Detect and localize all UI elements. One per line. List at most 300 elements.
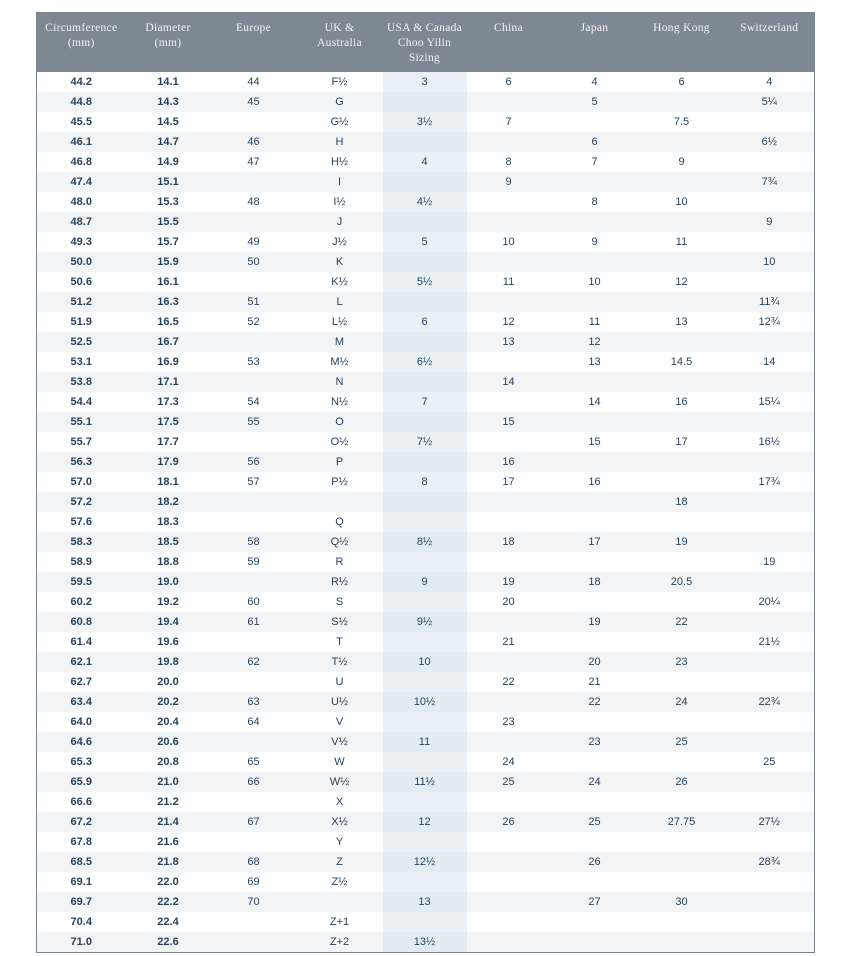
column-header-line2: (mm) [154,37,182,49]
cell-uk-australia: Y [335,836,344,848]
cell-diameter-mm: 21.8 [126,852,211,872]
cell-japan: 12 [551,332,639,352]
table-row [37,312,815,332]
cell-japan [551,172,639,192]
cell-hong-kong [639,372,725,392]
header-row [37,13,815,73]
cell-uk-australia: K [297,252,383,272]
cell-diameter-mm: 21.4 [126,812,211,832]
cell-diameter-mm: 21.6 [157,836,179,848]
cell-usa-canada-choo-yilin [383,592,467,612]
cell-diameter-mm: 14.1 [157,76,179,88]
table-row [37,192,815,212]
table-row [37,612,815,632]
column-header-line1: Switzerland [740,22,799,34]
cell-europe [211,492,297,512]
cell-uk-australia: Z½ [331,876,348,888]
cell-circumference-mm: 62.7 [70,676,92,688]
cell-diameter-mm: 17.7 [157,436,179,448]
table-row [37,412,815,432]
cell-circumference-mm: 59.5 [37,572,126,592]
cell-switzerland [725,612,815,632]
cell-circumference-mm: 65.9 [37,772,126,792]
cell-switzerland [725,672,815,692]
cell-usa-canada-choo-yilin: 3½ [383,112,467,132]
cell-switzerland [725,712,815,732]
cell-usa-canada-choo-yilin: 7½ [383,432,467,452]
cell-uk-australia: V [335,716,344,728]
cell-hong-kong [639,452,725,472]
cell-diameter-mm: 22.6 [126,932,211,953]
cell-japan [551,452,639,472]
cell-switzerland: 11¾ [725,292,815,312]
cell-hong-kong: 11 [675,236,688,248]
cell-switzerland: 9 [725,212,815,232]
cell-switzerland [725,112,815,132]
table-row [37,672,815,692]
cell-diameter-mm: 15.7 [157,236,179,248]
cell-europe: 61 [211,612,297,632]
cell-japan [551,112,639,132]
cell-europe: 52 [247,316,260,328]
cell-circumference-mm: 48.0 [70,196,92,208]
cell-uk-australia: J [297,212,383,232]
cell-switzerland [725,492,815,512]
column-header-line2: Choo Yilin Sizing [397,37,452,64]
cell-uk-australia: N [297,372,383,392]
cell-china: 7 [505,116,512,128]
table-row [37,292,815,312]
cell-japan: 26 [551,852,639,872]
cell-switzerland [725,912,815,932]
cell-switzerland [725,872,815,892]
cell-uk-australia: X [335,796,344,808]
table-body [37,72,815,953]
cell-china: 9 [467,172,551,192]
cell-switzerland: 7¾ [725,172,815,192]
table-row [37,852,815,872]
cell-switzerland [725,652,815,672]
cell-switzerland: 21½ [758,636,780,648]
table-row [37,712,815,732]
cell-uk-australia: I½ [333,196,346,208]
cell-hong-kong: 10 [675,196,688,208]
cell-europe: 69 [247,876,260,888]
cell-china [467,552,551,572]
cell-switzerland [725,772,815,792]
cell-europe: 47 [247,156,260,168]
cell-europe: 63 [211,692,297,712]
table-row [37,812,815,832]
table-row [37,212,815,232]
cell-switzerland: 6½ [725,132,815,152]
column-header-japan [551,13,639,73]
cell-diameter-mm: 15.3 [157,196,179,208]
cell-circumference-mm: 50.0 [37,252,126,272]
table-row [37,232,815,252]
cell-usa-canada-choo-yilin: 9½ [383,612,467,632]
cell-circumference-mm: 53.8 [37,372,126,392]
cell-uk-australia: W [334,756,345,768]
cell-uk-australia: M [297,332,383,352]
cell-uk-australia: U½ [297,692,383,712]
cell-switzerland [725,832,815,852]
cell-switzerland [725,152,815,172]
cell-circumference-mm: 58.9 [70,556,92,568]
cell-usa-canada-choo-yilin [383,792,467,812]
cell-switzerland [725,412,815,432]
column-header-circumference-mm [37,13,126,73]
cell-usa-canada-choo-yilin: 4 [383,152,467,172]
cell-hong-kong [639,792,725,812]
cell-hong-kong [639,912,725,932]
cell-china: 8 [505,156,512,168]
cell-circumference-mm: 57.6 [70,516,92,528]
cell-uk-australia: J½ [332,236,347,248]
cell-uk-australia: S [335,596,344,608]
cell-uk-australia: Z+1 [329,916,350,928]
cell-diameter-mm: 16.3 [126,292,211,312]
cell-hong-kong [639,512,725,532]
column-header-line2: Australia [317,37,362,49]
cell-circumference-mm: 61.4 [70,636,92,648]
cell-china [467,652,551,672]
cell-hong-kong: 17 [675,436,688,448]
cell-europe: 70 [211,892,297,912]
cell-japan [551,412,639,432]
cell-circumference-mm: 56.3 [37,452,126,472]
table-row [37,832,815,852]
cell-diameter-mm: 20.2 [126,692,211,712]
cell-japan: 5 [551,92,639,112]
cell-china [467,352,551,372]
cell-china: 22 [502,676,515,688]
cell-uk-australia: L½ [331,316,348,328]
cell-japan [551,752,639,772]
table-row [37,392,815,412]
cell-usa-canada-choo-yilin [383,372,467,392]
cell-japan: 17 [551,532,639,552]
cell-diameter-mm: 17.5 [126,412,211,432]
cell-hong-kong: 24 [639,692,725,712]
column-header-line1: China [494,22,523,34]
cell-china: 23 [502,716,515,728]
cell-usa-canada-choo-yilin: 8½ [383,532,467,552]
cell-switzerland: 16½ [758,436,780,448]
cell-diameter-mm: 16.1 [157,276,179,288]
cell-circumference-mm: 49.3 [70,236,92,248]
cell-switzerland: 19 [763,556,776,568]
cell-china: 10 [502,236,515,248]
cell-europe [211,112,297,132]
cell-china: 26 [467,812,551,832]
cell-circumference-mm: 70.4 [70,916,92,928]
cell-japan: 24 [551,772,639,792]
cell-hong-kong [639,552,725,572]
cell-diameter-mm: 20.8 [157,756,179,768]
cell-usa-canada-choo-yilin: 8 [383,472,467,492]
cell-switzerland: 15¼ [758,396,780,408]
cell-europe [211,912,297,932]
cell-hong-kong: 7.5 [673,116,690,128]
cell-switzerland: 4 [766,76,773,88]
table-row [37,272,815,292]
cell-uk-australia: W½ [297,772,383,792]
cell-europe: 60 [247,596,260,608]
cell-china [467,732,551,752]
cell-uk-australia: P [297,452,383,472]
table-row [37,732,815,752]
cell-switzerland [725,732,815,752]
cell-diameter-mm: 14.5 [157,116,179,128]
cell-hong-kong [639,252,725,272]
table-row [37,792,815,812]
cell-diameter-mm: 19.4 [126,612,211,632]
cell-europe: 48 [247,196,260,208]
cell-japan: 14 [588,396,601,408]
cell-circumference-mm: 47.4 [37,172,126,192]
cell-diameter-mm: 18.2 [126,492,211,512]
cell-circumference-mm: 57.0 [70,476,92,488]
cell-europe: 53 [247,356,260,368]
cell-circumference-mm: 67.2 [37,812,126,832]
cell-hong-kong [639,932,725,953]
table-row [37,432,815,452]
cell-hong-kong [639,752,725,772]
cell-circumference-mm: 60.8 [37,612,126,632]
column-header-china [467,13,551,73]
cell-diameter-mm: 19.2 [157,596,179,608]
cell-diameter-mm: 22.2 [126,892,211,912]
cell-circumference-mm: 44.2 [70,76,92,88]
cell-hong-kong: 6 [678,76,685,88]
cell-circumference-mm: 62.1 [37,652,126,672]
cell-china [467,132,551,152]
cell-usa-canada-choo-yilin: 12½ [383,852,467,872]
cell-circumference-mm: 65.3 [70,756,92,768]
cell-usa-canada-choo-yilin: 13½ [383,932,467,953]
cell-uk-australia: P½ [331,476,348,488]
cell-diameter-mm: 15.9 [126,252,211,272]
cell-diameter-mm: 14.3 [126,92,211,112]
cell-japan: 27 [551,892,639,912]
cell-switzerland [725,372,815,392]
cell-japan: 18 [551,572,639,592]
cell-japan: 20 [551,652,639,672]
table-row [37,892,815,912]
cell-china: 25 [467,772,551,792]
cell-china [467,512,551,532]
cell-hong-kong: 25 [639,732,725,752]
column-header-hong-kong [639,13,725,73]
cell-japan [551,292,639,312]
table-row [37,92,815,112]
ring-size-conversion-table [36,12,815,953]
cell-circumference-mm: 48.7 [37,212,126,232]
cell-japan: 10 [588,276,601,288]
cell-switzerland [725,232,815,252]
cell-switzerland: 25 [763,756,776,768]
cell-diameter-mm: 22.0 [157,876,179,888]
column-header-usa-canada-choo-yilin [383,13,467,73]
cell-uk-australia: O [297,412,383,432]
cell-japan [551,632,639,652]
cell-circumference-mm: 52.5 [37,332,126,352]
table-row [37,932,815,953]
cell-circumference-mm: 64.0 [70,716,92,728]
cell-circumference-mm: 51.9 [70,316,92,328]
table-row [37,352,815,372]
table-header [37,13,815,73]
column-header-line1: Europe [235,22,271,34]
cell-uk-australia: N½ [330,396,349,408]
cell-circumference-mm: 50.6 [70,276,92,288]
cell-circumference-mm: 53.1 [70,356,92,368]
cell-usa-canada-choo-yilin: 4½ [383,192,467,212]
cell-uk-australia: H½ [330,156,349,168]
cell-japan: 9 [591,236,598,248]
table-row [37,572,815,592]
cell-hong-kong: 12 [675,276,688,288]
cell-uk-australia: F½ [331,76,348,88]
cell-usa-canada-choo-yilin [383,752,467,772]
cell-china [467,872,551,892]
cell-switzerland [725,932,815,953]
cell-usa-canada-choo-yilin: 5 [383,232,467,252]
cell-diameter-mm: 18.1 [157,476,179,488]
column-header-line1: Hong Kong [653,22,710,34]
cell-switzerland: 12¾ [758,316,780,328]
cell-usa-canada-choo-yilin [383,252,467,272]
cell-uk-australia: G [297,92,383,112]
cell-uk-australia: U [335,676,344,688]
cell-china: 15 [467,412,551,432]
cell-usa-canada-choo-yilin: 5½ [383,272,467,292]
cell-japan: 22 [551,692,639,712]
table-row [37,592,815,612]
cell-switzerland [725,192,815,212]
cell-japan [551,512,639,532]
cell-europe: 66 [211,772,297,792]
cell-diameter-mm: 16.5 [157,316,179,328]
table-row [37,872,815,892]
cell-uk-australia: K½ [331,276,348,288]
cell-usa-canada-choo-yilin [383,632,467,652]
cell-china: 24 [502,756,515,768]
cell-circumference-mm: 45.5 [70,116,92,128]
cell-diameter-mm: 19.0 [126,572,211,592]
table-row [37,172,815,192]
cell-europe [211,932,297,953]
cell-china [467,912,551,932]
cell-circumference-mm: 64.6 [37,732,126,752]
cell-circumference-mm: 46.1 [37,132,126,152]
cell-switzerland: 20¼ [758,596,780,608]
cell-japan: 13 [588,356,601,368]
cell-japan [551,552,639,572]
cell-hong-kong [639,852,725,872]
cell-circumference-mm: 58.3 [37,532,126,552]
table-row [37,652,815,672]
cell-china: 19 [467,572,551,592]
cell-circumference-mm: 55.7 [70,436,92,448]
cell-circumference-mm: 68.5 [37,852,126,872]
cell-japan [551,372,639,392]
cell-japan: 8 [591,196,598,208]
table-row [37,912,815,932]
cell-hong-kong: 26 [639,772,725,792]
cell-diameter-mm: 20.4 [157,716,179,728]
column-header-line1: Japan [580,22,609,34]
cell-europe [211,432,297,452]
cell-usa-canada-choo-yilin [383,332,467,352]
cell-hong-kong [639,412,725,432]
cell-china [467,432,551,452]
cell-switzerland [725,512,815,532]
cell-china [467,792,551,812]
column-header-europe [211,13,297,73]
cell-hong-kong: 16 [675,396,688,408]
cell-switzerland [725,272,815,292]
cell-switzerland: 22¾ [725,692,815,712]
cell-switzerland: 14 [763,356,776,368]
cell-japan [551,832,639,852]
table-row [37,552,815,572]
cell-hong-kong: 30 [639,892,725,912]
cell-japan: 25 [551,812,639,832]
cell-uk-australia: H [297,132,383,152]
cell-uk-australia: Z [297,852,383,872]
cell-diameter-mm: 22.4 [157,916,179,928]
cell-diameter-mm: 18.5 [126,532,211,552]
cell-uk-australia: Q [335,516,344,528]
cell-switzerland: 17¾ [758,476,780,488]
cell-japan: 7 [591,156,598,168]
cell-diameter-mm: 19.8 [126,652,211,672]
cell-switzerland [725,332,815,352]
cell-china: 6 [505,76,512,88]
cell-diameter-mm: 17.9 [126,452,211,472]
table-row [37,372,815,392]
table-row [37,692,815,712]
cell-japan [551,252,639,272]
column-header-line2: (mm) [67,37,95,49]
cell-circumference-mm: 63.4 [37,692,126,712]
cell-europe [211,672,297,692]
cell-china: 21 [502,636,515,648]
cell-china: 16 [467,452,551,472]
cell-uk-australia: R [335,556,344,568]
cell-japan [551,872,639,892]
cell-uk-australia: M½ [330,356,349,368]
cell-switzerland: 28¾ [725,852,815,872]
cell-europe: 65 [247,756,260,768]
cell-diameter-mm: 16.9 [157,356,179,368]
table-row [37,532,815,552]
cell-hong-kong [639,672,725,692]
cell-usa-canada-choo-yilin [383,912,467,932]
cell-china: 20 [502,596,515,608]
cell-circumference-mm: 54.4 [70,396,92,408]
cell-china [467,832,551,852]
cell-japan: 11 [588,316,601,328]
cell-uk-australia [297,892,383,912]
cell-diameter-mm: 20.6 [126,732,211,752]
cell-switzerland: 10 [725,252,815,272]
cell-hong-kong: 22 [639,612,725,632]
table-row [37,752,815,772]
table-row [37,332,815,352]
